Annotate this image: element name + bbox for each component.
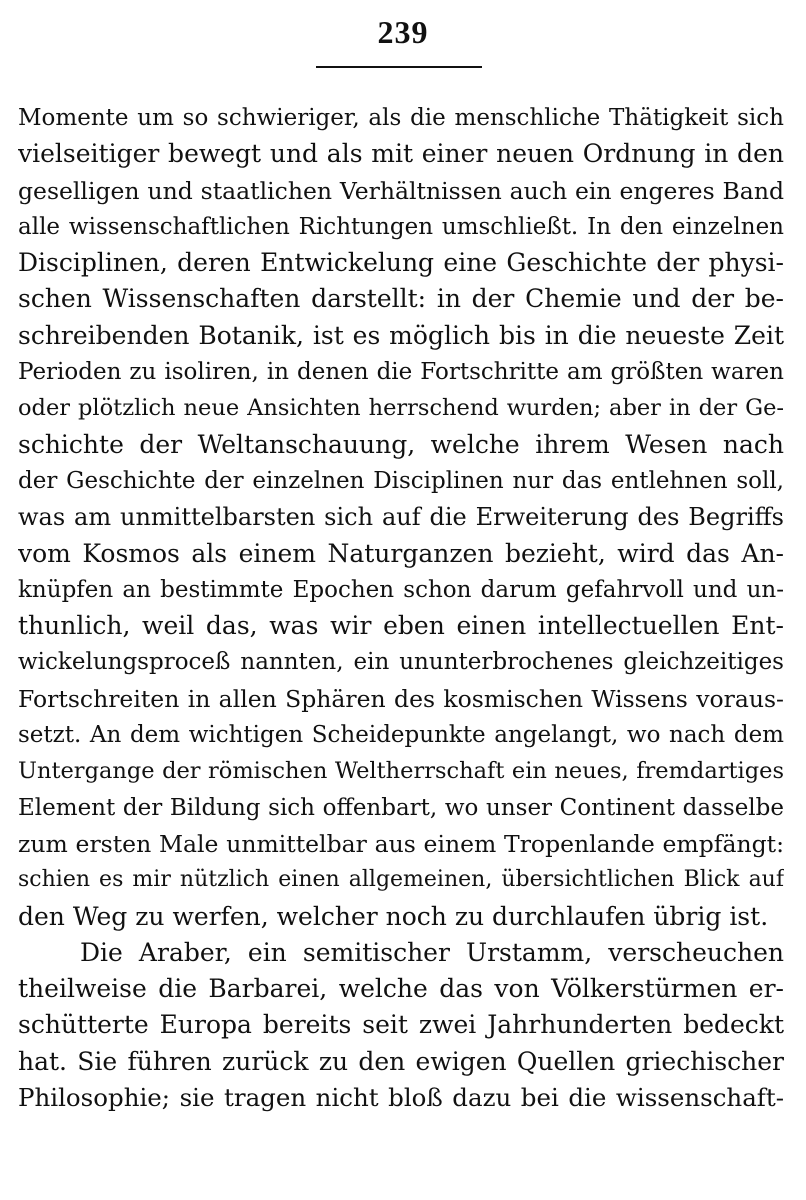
text-line: Untergange der römischen Weltherrschaft ein neues, fremdartiges <box>18 758 784 785</box>
text-line: Momente um so schwieriger, als die menschliche Thätigkeit sich <box>18 105 784 131</box>
header-rule <box>316 66 482 68</box>
text-line: den Weg zu werfen, welcher noch zu durchlaufen übrig ist. <box>18 901 769 931</box>
text-line: theilweise die Barbarei, welche das von Völkerstürmen er- <box>18 974 784 1004</box>
text-line: Perioden zu isoliren, in denen die Fortschritte am größten waren <box>18 359 784 386</box>
text-line: schütterte Europa bereits seit zwei Jahrhunderten bedeckt <box>18 1010 784 1040</box>
text-line: schien es mir nützlich einen allgemeinen, übersichtlichen Blick auf <box>18 867 784 893</box>
text-line: zum ersten Male unmittelbar aus einem Tropenlande empfängt: <box>18 829 784 858</box>
text-line: knüpfen an bestimmte Epochen schon darum gefahrvoll und un- <box>18 576 784 603</box>
text-line: Fortschreiten in allen Sphären des kosmischen Wissens voraus- <box>18 684 784 713</box>
text-line: vom Kosmos als einem Naturganzen bezieht, wird das An- <box>18 538 784 568</box>
text-line: schichte der Weltanschauung, welche ihrem Wesen nach <box>18 429 784 459</box>
text-line: der Geschichte der einzelnen Disciplinen nur das entlehnen soll, <box>18 467 784 494</box>
text-line: Element der Bildung sich offenbart, wo unser Continent dasselbe <box>18 794 784 821</box>
text-line: alle wissenschaftlichen Richtungen umschließt. In den einzelnen <box>18 213 784 240</box>
text-line: was am unmittelbarsten sich auf die Erweiterung des Begriffs <box>18 503 784 532</box>
text-line: schreibenden Botanik, ist es möglich bis in die neueste Zeit <box>18 320 784 350</box>
paragraph-2 <box>18 935 784 1116</box>
paragraph-1 <box>18 100 784 935</box>
text-line: Disciplinen, deren Entwickelung eine Geschichte der physi- <box>18 248 784 278</box>
body-text <box>18 100 784 1116</box>
text-line: Die Araber, ein semitischer Urstamm, verscheuchen <box>80 937 784 967</box>
text-line: hat. Sie führen zurück zu den ewigen Quellen griechischer <box>18 1046 784 1076</box>
text-line: oder plötzlich neue Ansichten herrschend wurden; aber in der Ge- <box>18 395 784 422</box>
text-line: Philosophie; sie tragen nicht bloß dazu bei die wissenschaft- <box>18 1083 784 1113</box>
text-line: wickelungsproceß nannten, ein ununterbrochenes gleichzeitiges <box>18 649 784 676</box>
text-line: setzt. An dem wichtigen Scheidepunkte angelangt, wo nach dem <box>18 722 784 749</box>
text-line: geselligen und staatlichen Verhältnissen auch ein engeres Band <box>18 176 784 205</box>
page-number: 239 <box>377 14 429 50</box>
text-line: vielseitiger bewegt und als mit einer neuen Ordnung in den <box>18 139 784 169</box>
text-line: thunlich, weil das, was wir eben einen intellectuellen Ent- <box>18 611 784 641</box>
text-line: schen Wissenschaften darstellt: in der Chemie und der be- <box>18 284 784 314</box>
